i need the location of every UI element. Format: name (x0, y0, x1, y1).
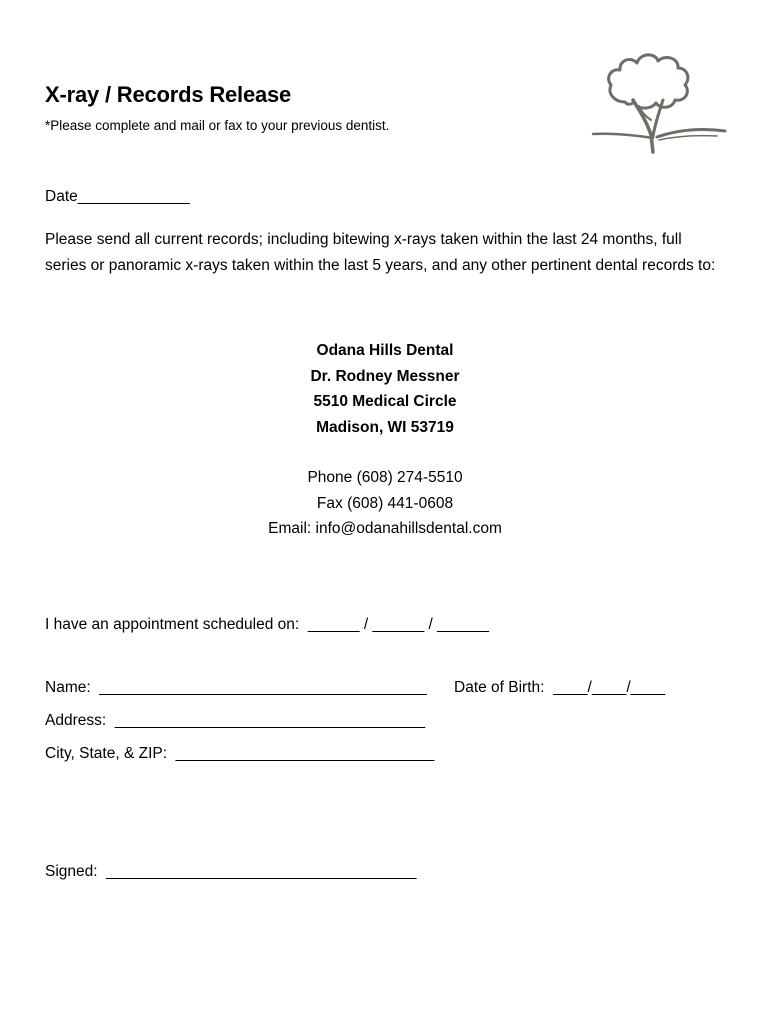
date-of-birth-field[interactable]: Date of Birth: ____/____/____ (454, 679, 666, 696)
practice-name: Odana Hills Dental (316, 342, 454, 359)
email-address: Email: info@odanahillsdental.com (268, 520, 502, 537)
form-subtitle: *Please complete and mail or fax to your previous dentist. (45, 118, 390, 133)
doctor-name: Dr. Rodney Messner (310, 367, 460, 385)
tree-logo-icon (585, 40, 730, 160)
address-field[interactable]: Address: ____________________________________ (45, 712, 426, 729)
phone-number: Phone (608) 274-5510 (307, 469, 463, 486)
street-address: 5510 Medical Circle (313, 393, 457, 410)
fax-number: Fax (608) 441-0608 (316, 494, 454, 512)
appointment-date-field[interactable]: I have an appointment scheduled on: ______ / ______ / ______ (45, 616, 489, 633)
signature-field[interactable]: Signed: ____________________________________ (45, 863, 417, 880)
recipient-contact (0, 465, 770, 542)
request-paragraph: Please send all current records; including bitewing x-rays taken within the last 24 months, full series or panoramic x-rays taken within the last 5 years, and any other pertinent dental records to: (45, 231, 716, 274)
recipient-address (0, 338, 770, 440)
city-state-zip-field[interactable]: City, State, & ZIP: ______________________________ (45, 745, 435, 762)
date-field[interactable]: Date_____________ (45, 188, 190, 205)
form-title: X-ray / Records Release (45, 82, 292, 107)
name-field[interactable]: Name: ______________________________________ (45, 679, 427, 696)
city-state-zip: Madison, WI 53719 (316, 418, 454, 436)
